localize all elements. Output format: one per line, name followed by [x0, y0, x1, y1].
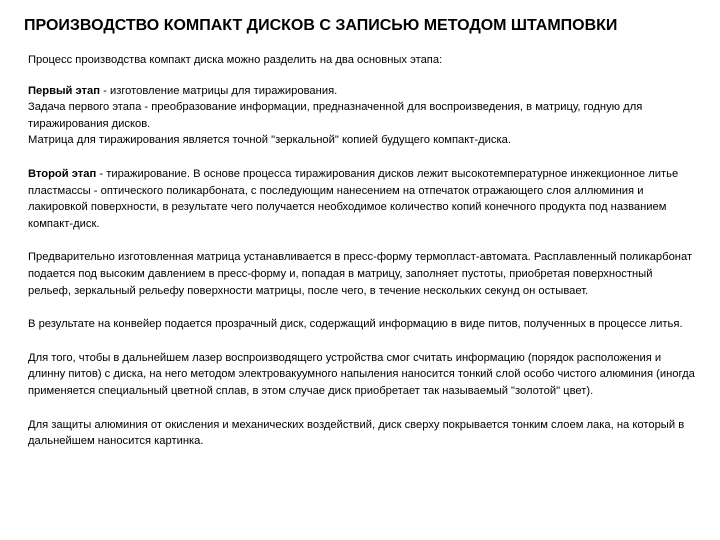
stage-one-label: Первый этап: [28, 84, 101, 97]
aluminium-paragraph: Для того, чтобы в дальнейшем лазер воспроизводящего устройства смог считать информацию (порядок расположения и длинну питов) с диска, на него методом электровакуумного напыления наносится тонкий слой особо чистого алюминия (иногда применяется специальный цветной сплав, в этом случае диск приобретает так называемый "золотой" цвет).: [28, 351, 695, 397]
lacquer-paragraph: Для защиты алюминия от окисления и механических воздействий, диск сверху покрывается тонким слоем лака, на который в дальнейшем наносится картинка.: [28, 418, 685, 448]
stage-one-lead: - изготовление матрицы для тиражирования.: [100, 84, 338, 97]
stage-two-paragraph: [28, 166, 696, 232]
body-text: [28, 52, 696, 467]
stage-one-task: Задача первого этапа - преобразование информации, предназначенной для воспроизведения, в матрицу, годную для тиражирования дисков.: [28, 101, 643, 130]
stage-one-paragraph: [28, 83, 696, 149]
intro-paragraph: Процесс производства компакт диска можно разделить на два основных этапа:: [28, 54, 443, 66]
stage-one-matrix: Матрица для тиражирования является точной "зеркальной" копией будущего компакт-диска.: [28, 134, 511, 147]
press-paragraph: Предварительно изготовленная матрица устанавливается в пресс-форму термопласт-автомата. Расплавленный поликарбонат подается под высоким давлением в пресс-форму и, попадая в матрицу, заполняет пустоты, приобретая поверхностный рельеф, зеркальный рельефу поверхности матрицы, после чего, в течение нескольких секунд он остывает.: [28, 251, 693, 297]
stage-two-label: Второй этап: [28, 167, 97, 180]
stage-two-text: - тиражирование. В основе процесса тиражирования дисков лежит высокотемпературное инжекционное литье пластмассы - оптического поликарбоната, с последующим нанесением на отпечаток отражающего слоя аллюминия и лакировкой поверхности, в результате чего получается необходимое количество копий конечного продукта под названием компакт-диск.: [28, 167, 679, 230]
conveyor-paragraph: В результате на конвейер подается прозрачный диск, содержащий информацию в виде питов, полученных в процессе литья.: [28, 318, 683, 331]
stage-one-heading-line: [28, 83, 696, 100]
page-title: ПРОИЗВОДСТВО КОМПАКТ ДИСКОВ С ЗАПИСЬЮ МЕТОДОМ ШТАМПОВКИ: [24, 17, 618, 34]
